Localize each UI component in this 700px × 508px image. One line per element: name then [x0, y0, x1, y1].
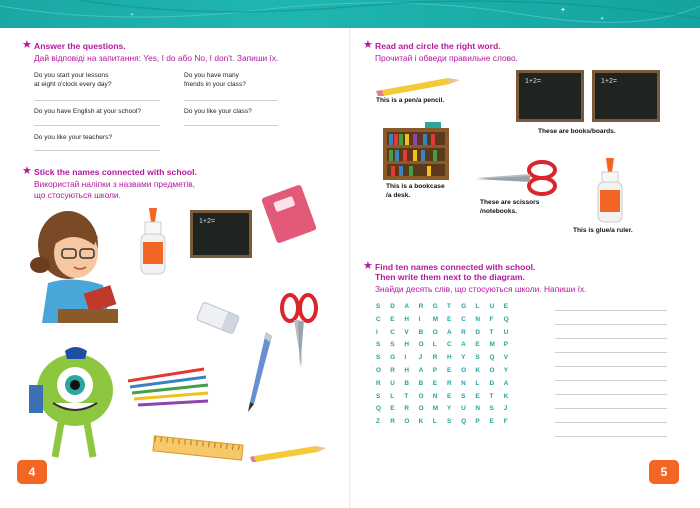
blackboard-illustration	[516, 70, 584, 122]
wordsearch-letter[interactable]: O	[461, 366, 467, 374]
wordsearch-letter[interactable]: Y	[503, 366, 508, 374]
wordsearch-letter[interactable]: L	[475, 379, 480, 387]
wordsearch-letter[interactable]: A	[404, 303, 409, 310]
answer-line	[555, 352, 667, 353]
blackboard-illustration	[190, 210, 252, 258]
board-text: 1+2=	[601, 78, 617, 85]
task2-title: Stick the names connected with school.	[34, 167, 197, 177]
question-2: Do you have many friends in your class?	[184, 72, 246, 88]
wordsearch-letter[interactable]: E	[390, 315, 395, 323]
blackboard-illustration	[592, 70, 660, 122]
wordsearch-letter[interactable]: S	[376, 392, 381, 400]
wordsearch-letter[interactable]: P	[475, 418, 480, 426]
wordsearch-letter[interactable]: S	[390, 341, 395, 349]
top-banner	[0, 0, 700, 28]
wordsearch-letter[interactable]: C	[446, 341, 452, 349]
task4-subtitle: Знайди десять слів, що стосуються школи. Напиши їх.	[375, 284, 587, 294]
wordsearch-letter[interactable]: N	[475, 405, 480, 413]
answer-line	[555, 380, 667, 381]
wordsearch-letter[interactable]: S	[461, 392, 466, 400]
wordsearch-row	[376, 418, 518, 431]
wordsearch-letter[interactable]: H	[404, 366, 409, 374]
wordsearch-letter[interactable]: U	[390, 379, 395, 387]
wordsearch-letter[interactable]: R	[404, 405, 409, 413]
page-number-badge: 4	[17, 460, 47, 484]
wordsearch-letter[interactable]: F	[503, 418, 508, 426]
question-5: Do you like your teachers?	[34, 134, 113, 141]
wordsearch-letter[interactable]: R	[418, 303, 424, 310]
svg-text:✦: ✦	[600, 16, 605, 22]
wordsearch-row	[376, 354, 518, 367]
wordsearch-row	[376, 393, 518, 406]
task3-subtitle: Прочитай і обведи правильне слово.	[375, 53, 518, 63]
wordsearch-letter[interactable]: S	[446, 418, 452, 426]
wordsearch-letter[interactable]: A	[461, 341, 466, 349]
wordsearch-letter[interactable]: U	[489, 303, 495, 310]
answer-line	[34, 125, 160, 126]
answer-line	[555, 366, 667, 367]
wordsearch-letter[interactable]: N	[461, 379, 466, 387]
notebook-illustration	[261, 184, 317, 243]
caption-scissors: These are scissors /notebooks.	[480, 199, 540, 215]
wordsearch-letter[interactable]: U	[503, 328, 509, 336]
caption-boards: These are books/boards.	[538, 128, 616, 135]
wordsearch-letter[interactable]: Q	[489, 354, 495, 362]
wordsearch-letter[interactable]: C	[461, 315, 466, 323]
star-icon: ★	[363, 39, 373, 51]
wordsearch-letter[interactable]: E	[446, 366, 452, 374]
wordsearch-letter[interactable]: M	[432, 315, 439, 323]
wordsearch-letter[interactable]: Q	[376, 405, 381, 413]
wordsearch-letter[interactable]: R	[390, 418, 395, 426]
answer-line	[184, 100, 278, 101]
wordsearch-row	[376, 367, 518, 380]
star-icon: ★	[363, 260, 373, 272]
task1-subtitle: Дай відповіді на запитання: Yes, I do або No, I don't. Запиши їх.	[34, 53, 279, 63]
wordsearch-letter[interactable]: E	[432, 379, 438, 387]
answer-line	[34, 100, 160, 101]
wordsearch-letter[interactable]: N	[475, 315, 480, 323]
wordsearch-letter[interactable]: I	[418, 315, 421, 323]
wordsearch-letter[interactable]: O	[432, 328, 438, 336]
wordsearch-letter[interactable]: O	[418, 392, 424, 400]
wordsearch-letter[interactable]: U	[461, 405, 466, 413]
wordsearch-letter[interactable]: D	[475, 328, 480, 336]
page-spine	[349, 28, 351, 508]
wordsearch-letter[interactable]: D	[390, 303, 395, 310]
writing-lines	[555, 310, 667, 437]
wordsearch-letter[interactable]: P	[432, 366, 438, 374]
wordsearch-letter[interactable]: M	[489, 341, 495, 349]
wordsearch-letter[interactable]: E	[489, 418, 494, 426]
wordsearch-letter[interactable]: A	[446, 328, 452, 336]
wordsearch-letter[interactable]: E	[503, 303, 508, 310]
wordsearch-row	[376, 303, 518, 316]
wordsearch-letter[interactable]: A	[503, 379, 509, 387]
caption-pencil: This is a pen/a pencil.	[376, 97, 445, 104]
answer-line	[555, 338, 667, 339]
wordsearch-letter[interactable]: E	[446, 392, 452, 400]
answer-line	[184, 125, 278, 126]
wordsearch-letter[interactable]: L	[390, 392, 395, 400]
wordsearch-letter[interactable]: T	[446, 303, 451, 310]
pencil-illustration	[376, 72, 466, 96]
board-text: 1+2=	[525, 78, 541, 85]
wordsearch-letter[interactable]: I	[376, 328, 378, 336]
task1-title: Answer the questions.	[34, 41, 126, 51]
glue-bottle-illustration	[594, 158, 626, 224]
pencil-illustration	[250, 442, 330, 462]
wordsearch-letter[interactable]: G	[390, 354, 396, 362]
wordsearch-letter[interactable]: V	[404, 328, 409, 336]
question-1: Do you start your lessons at eight o'clock every day?	[34, 72, 112, 88]
wordsearch-letter[interactable]: S	[376, 341, 381, 349]
wordsearch-letter[interactable]: V	[503, 354, 508, 362]
wordsearch-letter[interactable]: T	[404, 392, 409, 400]
wordsearch-letter[interactable]: T	[489, 328, 494, 336]
wordsearch-letter[interactable]: P	[503, 341, 508, 349]
wordsearch-letter[interactable]: Y	[446, 405, 452, 413]
question-4: Do you like your class?	[184, 108, 252, 115]
svg-text:✦: ✦	[560, 7, 566, 14]
wordsearch-letter[interactable]: D	[489, 379, 495, 387]
wordsearch-letter[interactable]: L	[475, 303, 480, 310]
scissors-illustration	[280, 292, 320, 372]
glue-bottle-illustration	[137, 208, 169, 278]
wordsearch-letter[interactable]: C	[376, 315, 381, 323]
answer-line	[555, 408, 667, 409]
wordsearch-letter[interactable]: K	[503, 392, 509, 400]
wordsearch-letter[interactable]: Q	[461, 418, 467, 426]
wordsearch-letter[interactable]: T	[489, 392, 494, 400]
wordsearch-letter[interactable]: N	[432, 392, 438, 400]
caption-bookcase: This is a bookcase /a desk.	[386, 183, 445, 199]
wordsearch-letter[interactable]: K	[475, 366, 480, 374]
answer-line	[34, 150, 160, 151]
wordsearch-letter[interactable]: B	[418, 379, 424, 387]
question-3: Do you have English at your school?	[34, 108, 142, 115]
wordsearch-letter[interactable]: S	[376, 354, 381, 362]
wordsearch-letter[interactable]: O	[418, 341, 424, 349]
wordsearch-letter[interactable]: O	[489, 366, 495, 374]
wordsearch-letter[interactable]: E	[475, 341, 480, 349]
wordsearch-letter[interactable]: Q	[503, 315, 509, 323]
monster-character-illustration	[25, 345, 125, 465]
answer-line	[555, 324, 667, 325]
board-text: 1+2=	[199, 218, 215, 225]
wordsearch-letter[interactable]: C	[390, 328, 395, 336]
wordsearch-grid	[376, 303, 518, 431]
wordsearch-letter[interactable]: K	[418, 418, 424, 426]
star-icon: ★	[22, 165, 32, 177]
star-icon: ★	[22, 39, 32, 51]
wordsearch-letter[interactable]: R	[432, 354, 438, 362]
ruler-illustration	[152, 435, 243, 460]
wordsearch-letter[interactable]: R	[446, 379, 452, 387]
answer-line	[555, 310, 667, 311]
wordsearch-letter[interactable]: H	[404, 315, 409, 323]
wordsearch-letter[interactable]: R	[461, 328, 466, 336]
eraser-illustration	[196, 301, 241, 335]
wordsearch-letter[interactable]: O	[418, 405, 424, 413]
wordsearch-letter[interactable]: F	[489, 315, 494, 323]
wordsearch-letter[interactable]: I	[404, 354, 407, 362]
answer-line	[555, 422, 667, 423]
scissors-illustration	[474, 160, 558, 196]
wordsearch-letter[interactable]: L	[432, 418, 437, 426]
wordsearch-letter[interactable]: M	[432, 405, 439, 413]
wordsearch-letter[interactable]: Y	[461, 354, 466, 362]
wordsearch-letter[interactable]: B	[418, 328, 424, 336]
teacher-illustration	[28, 205, 123, 325]
wordsearch-letter[interactable]: Z	[376, 418, 380, 426]
wordsearch-row	[376, 316, 518, 329]
wordsearch-row	[376, 405, 518, 418]
wordsearch-row	[376, 380, 518, 393]
page-number-badge: 5	[649, 460, 679, 484]
wordsearch-letter[interactable]: S	[376, 303, 381, 310]
wordsearch-letter[interactable]: H	[446, 354, 452, 362]
wordsearch-letter[interactable]: R	[376, 379, 381, 387]
bookcase-illustration	[383, 122, 449, 180]
wordsearch-letter[interactable]: G	[461, 303, 467, 310]
wordsearch-letter[interactable]: H	[404, 341, 409, 349]
wordsearch-letter[interactable]: L	[432, 341, 437, 349]
pen-illustration	[244, 330, 276, 415]
colored-pencils-illustration	[124, 365, 212, 410]
wordsearch-row	[376, 329, 518, 342]
wordsearch-row	[376, 341, 518, 354]
wordsearch-letter[interactable]: G	[432, 303, 438, 310]
task2-subtitle: Використай наліпки з назвами предметів, що стосуються школи.	[34, 179, 195, 200]
answer-line	[555, 394, 667, 395]
wordsearch-letter[interactable]: E	[475, 392, 480, 400]
wordsearch-letter[interactable]: E	[446, 315, 452, 323]
wordsearch-letter[interactable]: S	[489, 405, 494, 413]
caption-glue: This is glue/a ruler.	[573, 227, 633, 234]
wordsearch-letter[interactable]: E	[390, 405, 395, 413]
banner-decoration	[0, 0, 700, 28]
wordsearch-letter[interactable]: B	[404, 379, 409, 387]
svg-text:✦: ✦	[130, 12, 135, 18]
wordsearch-letter[interactable]: R	[390, 366, 395, 374]
wordsearch-letter[interactable]: J	[503, 405, 508, 413]
task4-title: Find ten names connected with school. Then write them next to the diagram.	[375, 262, 536, 282]
wordsearch-letter[interactable]: O	[404, 418, 410, 426]
wordsearch-letter[interactable]: A	[418, 366, 424, 374]
wordsearch-letter[interactable]: S	[475, 354, 480, 362]
task3-title: Read and circle the right word.	[375, 41, 501, 51]
wordsearch-letter[interactable]: J	[418, 354, 423, 362]
wordsearch-letter[interactable]: O	[376, 366, 381, 374]
answer-line	[555, 436, 667, 437]
